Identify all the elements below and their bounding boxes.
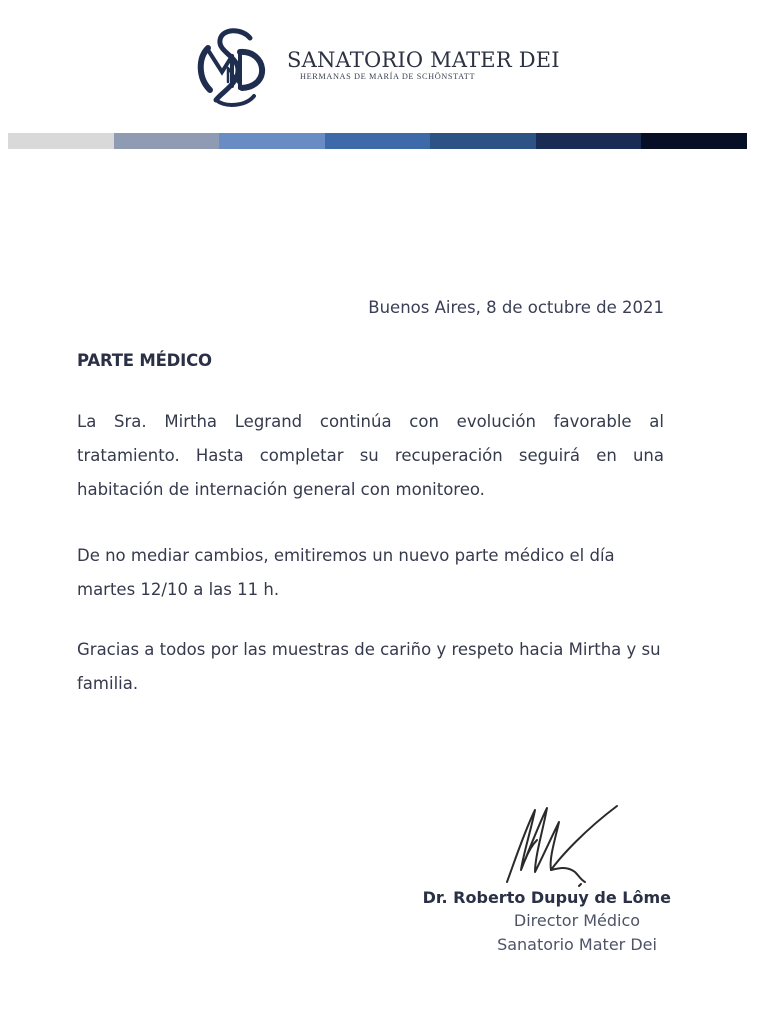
color-bar-segment <box>114 133 220 149</box>
color-bar-segment <box>325 133 431 149</box>
color-bar-segment <box>641 133 747 149</box>
date-line: Buenos Aires, 8 de octubre de 2021 <box>368 298 664 317</box>
brand-block <box>287 48 560 82</box>
decorative-color-bar <box>8 133 747 149</box>
paragraph-thanks: Gracias a todos por las muestras de cariño y respeto hacia Mirtha y su familia. <box>77 640 661 693</box>
signature-block <box>423 887 671 957</box>
msd-monogram-logo-icon <box>192 26 274 108</box>
signer-name: Dr. Roberto Dupuy de Lôme <box>422 888 671 907</box>
color-bar-segment <box>536 133 642 149</box>
signer-role: Director Médico <box>513 911 641 930</box>
brand-subtitle: HERMANAS DE MARÍA DE SCHÖNSTATT <box>300 72 476 81</box>
signer-organization: Sanatorio Mater Dei <box>497 935 657 954</box>
color-bar-segment <box>219 133 325 149</box>
document-title: PARTE MÉDICO <box>77 351 212 370</box>
paragraph-status: La Sra. Mirtha Legrand continúa con evolución favorable al tratamiento. Hasta completar su recuperación seguirá en una habitación de internación general con monitoreo. <box>77 412 664 499</box>
letterhead <box>0 0 763 120</box>
color-bar-segment <box>8 133 114 149</box>
color-bar-segment <box>430 133 536 149</box>
brand-name: SANATORIO MATER DEI <box>287 48 560 72</box>
paragraph-next-report: De no mediar cambios, emitiremos un nuevo parte médico el día martes 12/10 a las 11 h. <box>77 546 615 599</box>
handwritten-signature-icon <box>495 800 630 890</box>
